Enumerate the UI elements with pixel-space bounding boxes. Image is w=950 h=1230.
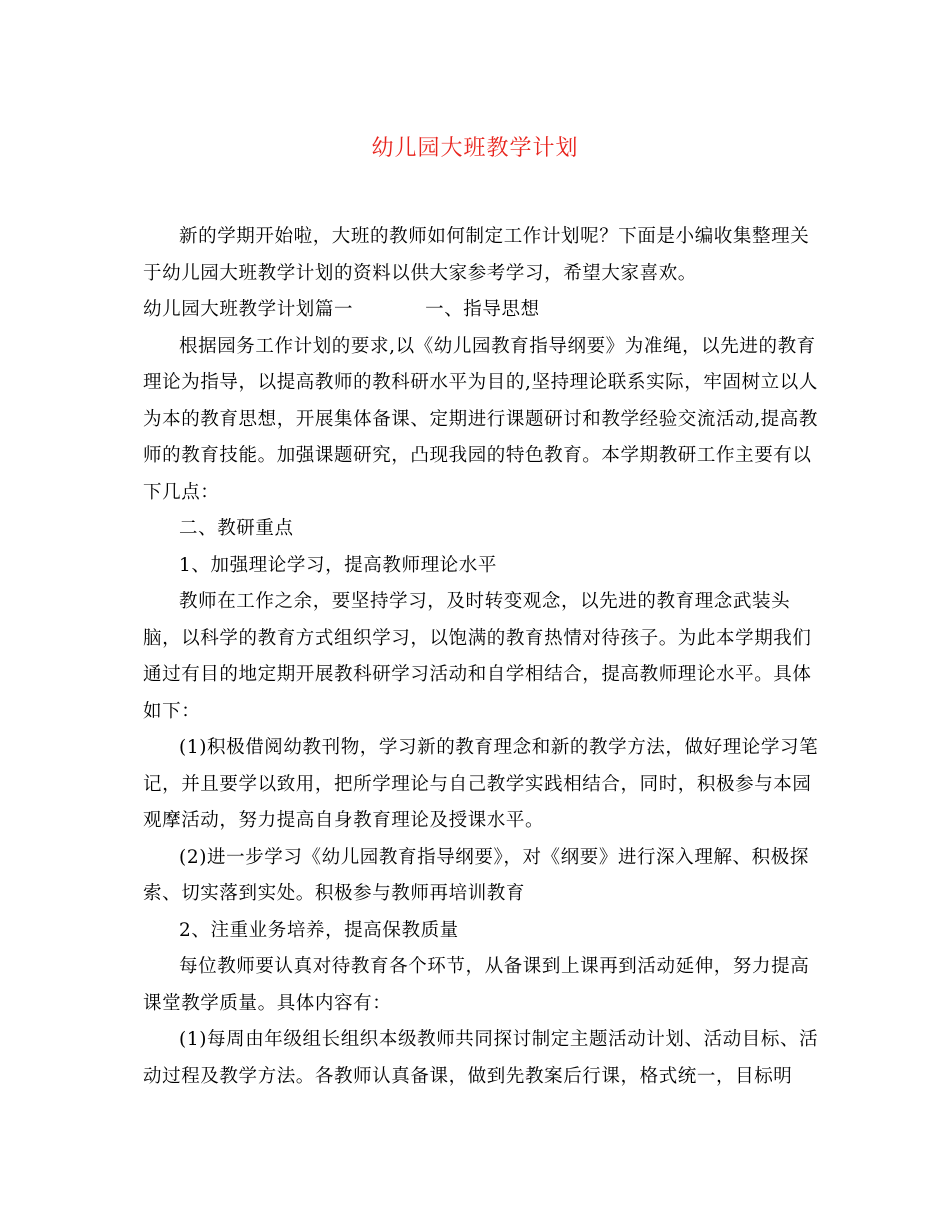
paragraph-line: 下几点：: [143, 481, 220, 503]
paragraph-line: 根据园务工作计划的要求,以《幼儿园教育指导纲要》为准绳，以先进的教育: [179, 335, 816, 357]
document-body: [143, 219, 819, 1095]
paragraph-line: (2)进一步学习《幼儿园教育指导纲要》，对《纲要》进行深入理解、积极探: [179, 846, 809, 868]
heading-line: 1、加强理论学习，提高教师理论水平: [179, 554, 497, 576]
section-heading-line: [143, 292, 808, 329]
paragraph-line: 动过程及教学方法。各教师认真备课，做到先教案后行课，格式统一，目标明: [143, 1065, 793, 1087]
paragraph-line: 师的教育技能。加强课题研究，凸现我园的特色教育。本学期教研工作主要有以: [143, 445, 812, 466]
heading-line: 二、教研重点: [179, 518, 294, 539]
section-title: 幼儿园大班教学计划篇一: [143, 299, 354, 320]
paragraph-line: 如下：: [143, 700, 201, 722]
paragraph-line: 为本的教育思想，开展集体备课、定期进行课题研讨和教学经验交流活动,提高教: [143, 408, 818, 430]
paragraph-line: 课堂教学质量。具体内容有：: [143, 992, 392, 1014]
paragraph-line: 通过有目的地定期开展教科研学习活动和自学相结合，提高教师理论水平。具体: [143, 664, 812, 685]
paragraph-line: 每位教师要认真对待教育各个环节，从备课到上课再到活动延伸，努力提高: [179, 956, 810, 977]
paragraph-line: (1)积极借阅幼教刊物，学习新的教育理念和新的教学方法，做好理论学习笔: [179, 737, 819, 758]
paragraph-line: 记，并且要学以致用，把所学理论与自己教学实践相结合，同时，积极参与本园: [143, 773, 812, 795]
paragraph-line: 索、切实落到实处。积极参与教师再培训教育: [143, 883, 526, 904]
section-subheading: 一、指导思想: [425, 299, 540, 320]
paragraph-line: (1)每周由年级组长组织本级教师共同探讨制定主题活动计划、活动目标、活: [179, 1029, 819, 1050]
paragraph-line: 理论为指导，以提高教师的教科研水平为目的,坚持理论联系实际，牢固树立以人: [143, 372, 818, 393]
heading-line: 2、注重业务培养，提高保教质量: [179, 919, 459, 941]
document-title: 幼儿园大班教学计划: [371, 136, 579, 161]
paragraph-line: 脑，以科学的教育方式组织学习，以饱满的教育热情对待孩子。为此本学期我们: [143, 627, 812, 649]
paragraph-line: 教师在工作之余，要坚持学习，及时转变观念，以先进的教育理念武装头: [179, 591, 791, 612]
paragraph-line: 新的学期开始啦，大班的教师如何制定工作计划呢？下面是小编收集整理关: [179, 226, 810, 247]
paragraph-line: 于幼儿园大班教学计划的资料以供大家参考学习，希望大家喜欢。: [143, 262, 697, 284]
paragraph-line: 观摩活动，努力提高自身教育理论及授课水平。: [143, 810, 545, 831]
